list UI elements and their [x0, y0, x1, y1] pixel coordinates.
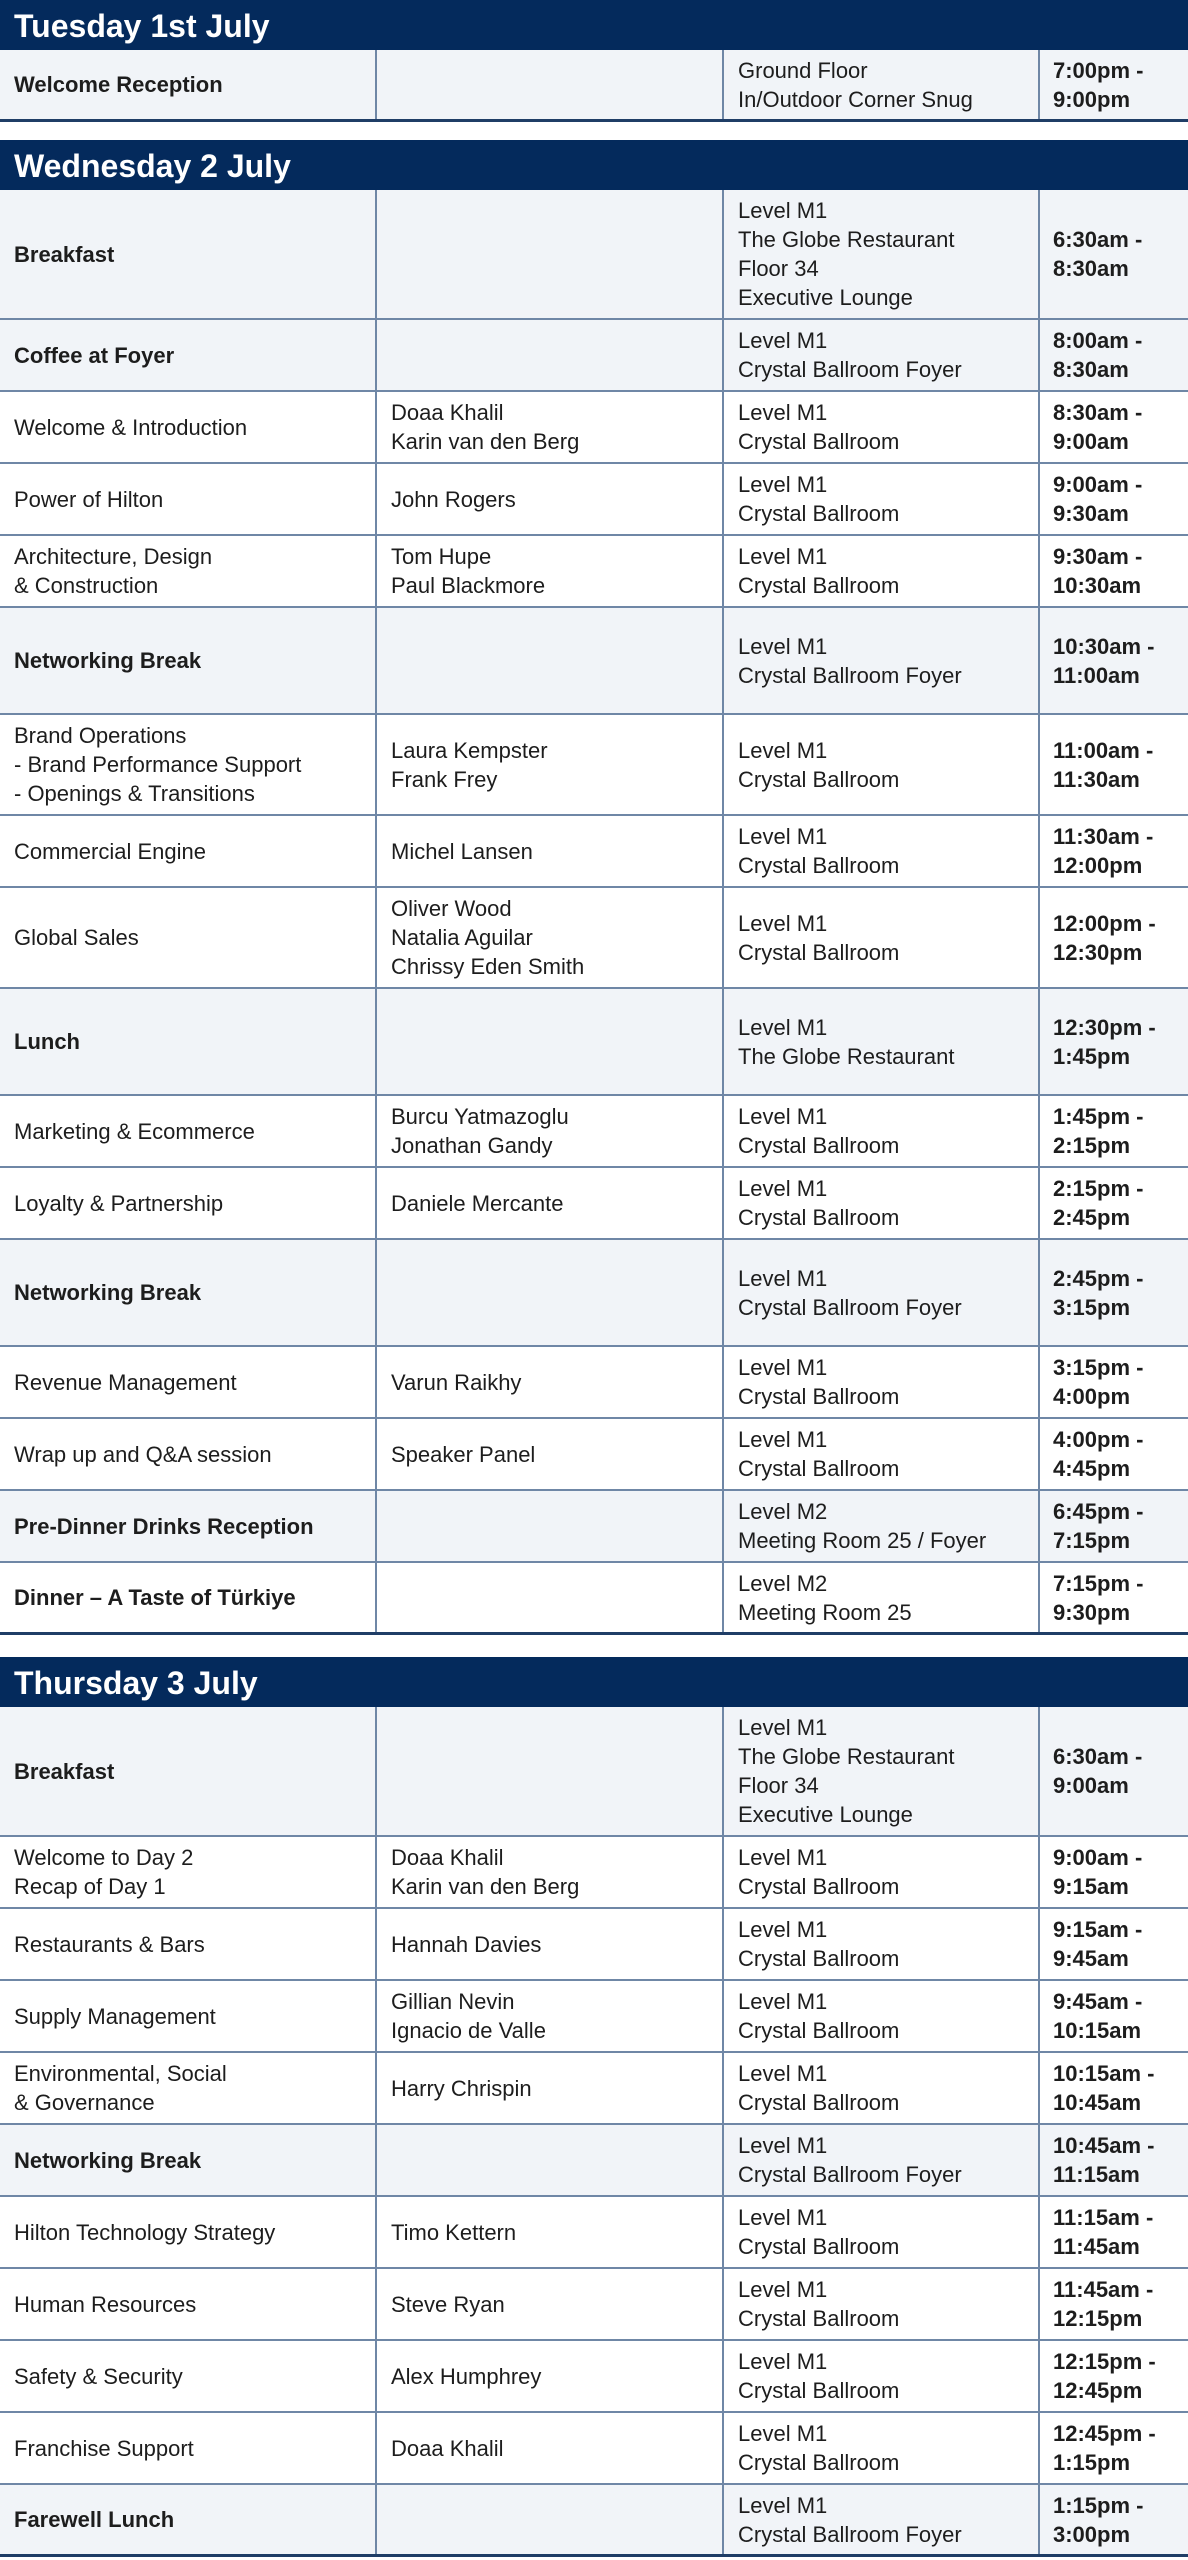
session-title: Restaurants & Bars: [0, 1909, 377, 1979]
day-header: Wednesday 2 July: [0, 140, 1188, 190]
session-time: 12:00pm - 12:30pm: [1053, 910, 1156, 965]
agenda-row: [0, 888, 1188, 989]
speakers: [377, 2485, 724, 2554]
agenda-row: [0, 50, 1188, 122]
speakers: [377, 1707, 724, 1835]
session-time: 12:15pm - 12:45pm: [1053, 2349, 1156, 2403]
day-section: [0, 140, 1188, 1635]
agenda-row: [0, 190, 1188, 320]
session-time: 10:30am - 11:00am: [1053, 633, 1155, 688]
speakers: [377, 608, 724, 713]
speakers: Gillian Nevin Ignacio de Valle: [377, 1981, 724, 2051]
day-header: Tuesday 1st July: [0, 0, 1188, 50]
location: Level M1 Crystal Ballroom: [724, 2197, 1040, 2267]
agenda-row: [0, 2197, 1188, 2269]
session-title: Franchise Support: [0, 2413, 377, 2483]
speakers: Steve Ryan: [377, 2269, 724, 2339]
session-title: Lunch: [0, 989, 377, 1094]
session-time: 10:15am - 10:45am: [1053, 2061, 1155, 2115]
speakers: [377, 50, 724, 119]
agenda-row: [0, 1707, 1188, 1837]
location: Level M1 The Globe Restaurant: [724, 989, 1040, 1094]
speakers: Doaa Khalil Karin van den Berg: [377, 392, 724, 462]
location: Level M1 The Globe Restaurant Floor 34 Executive Lounge: [724, 190, 1040, 318]
location: Level M1 Crystal Ballroom: [724, 2269, 1040, 2339]
session-time: 4:00pm - 4:45pm: [1053, 1427, 1144, 1481]
session-title: Pre-Dinner Drinks Reception: [0, 1491, 377, 1561]
location: Level M1 Crystal Ballroom: [724, 1909, 1040, 1979]
session-title: Brand Operations - Brand Performance Support - Openings & Transitions: [0, 715, 377, 814]
agenda-row: [0, 320, 1188, 392]
agenda-row: [0, 2485, 1188, 2557]
location: Level M1 Crystal Ballroom: [724, 464, 1040, 534]
agenda-row: [0, 2341, 1188, 2413]
session-time: 9:45am - 10:15am: [1053, 1989, 1143, 2043]
location: Ground Floor In/Outdoor Corner Snug: [724, 50, 1040, 119]
speakers: Timo Kettern: [377, 2197, 724, 2267]
agenda-row: [0, 1837, 1188, 1909]
session-title: Human Resources: [0, 2269, 377, 2339]
session-time: 11:00am - 11:30am: [1053, 737, 1154, 792]
agenda-row: [0, 2413, 1188, 2485]
agenda-row: [0, 1347, 1188, 1419]
day-header: Thursday 3 July: [0, 1657, 1188, 1707]
location: Level M1 Crystal Ballroom: [724, 2341, 1040, 2411]
session-time: 10:45am - 11:15am: [1053, 2133, 1155, 2187]
agenda-row: [0, 464, 1188, 536]
speakers: Burcu Yatmazoglu Jonathan Gandy: [377, 1096, 724, 1166]
session-title: Networking Break: [0, 2125, 377, 2195]
location: Level M1 Crystal Ballroom: [724, 2413, 1040, 2483]
session-title: Architecture, Design & Construction: [0, 536, 377, 606]
location: Level M1 Crystal Ballroom: [724, 1419, 1040, 1489]
location: Level M1 Crystal Ballroom: [724, 888, 1040, 987]
session-time: 7:15pm - 9:30pm: [1053, 1570, 1144, 1625]
speakers: Oliver Wood Natalia Aguilar Chrissy Eden Smith: [377, 888, 724, 987]
location: Level M1 The Globe Restaurant Floor 34 Executive Lounge: [724, 1707, 1040, 1835]
speakers: Speaker Panel: [377, 1419, 724, 1489]
session-time: 11:45am - 12:15pm: [1053, 2277, 1154, 2331]
session-title: Breakfast: [0, 1707, 377, 1835]
session-title: Hilton Technology Strategy: [0, 2197, 377, 2267]
agenda-row: [0, 536, 1188, 608]
session-time: 9:00am - 9:15am: [1053, 1845, 1143, 1899]
location: Level M1 Crystal Ballroom: [724, 536, 1040, 606]
agenda-row: [0, 1419, 1188, 1491]
day-section: [0, 1657, 1188, 2557]
session-time: 8:00am - 8:30am: [1053, 328, 1143, 382]
session-title: Farewell Lunch: [0, 2485, 377, 2554]
location: Level M1 Crystal Ballroom Foyer: [724, 320, 1040, 390]
session-title: Supply Management: [0, 1981, 377, 2051]
session-time: 2:15pm - 2:45pm: [1053, 1176, 1144, 1230]
session-time: 12:30pm - 1:45pm: [1053, 1014, 1156, 1069]
speakers: [377, 2125, 724, 2195]
session-title: Environmental, Social & Governance: [0, 2053, 377, 2123]
session-time: 6:45pm - 7:15pm: [1053, 1499, 1144, 1553]
location: Level M1 Crystal Ballroom: [724, 1168, 1040, 1238]
speakers: Tom Hupe Paul Blackmore: [377, 536, 724, 606]
agenda-row: [0, 816, 1188, 888]
speakers: [377, 1563, 724, 1632]
session-title: Networking Break: [0, 1240, 377, 1345]
location: Level M2 Meeting Room 25: [724, 1563, 1040, 1632]
agenda-row: [0, 608, 1188, 715]
session-time: 12:45pm - 1:15pm: [1053, 2421, 1156, 2475]
session-time: 1:15pm - 3:00pm: [1053, 2492, 1144, 2547]
speakers: [377, 1491, 724, 1561]
speakers: Doaa Khalil Karin van den Berg: [377, 1837, 724, 1907]
session-time: 8:30am - 9:00am: [1053, 400, 1143, 454]
agenda-row: [0, 715, 1188, 816]
location: Level M1 Crystal Ballroom: [724, 1981, 1040, 2051]
session-title: Welcome & Introduction: [0, 392, 377, 462]
session-time: 9:30am - 10:30am: [1053, 544, 1143, 598]
speakers: Hannah Davies: [377, 1909, 724, 1979]
session-time: 6:30am - 8:30am: [1053, 227, 1143, 281]
location: Level M1 Crystal Ballroom Foyer: [724, 1240, 1040, 1345]
session-title: Dinner – A Taste of Türkiye: [0, 1563, 377, 1632]
session-title: Coffee at Foyer: [0, 320, 377, 390]
session-title: Global Sales: [0, 888, 377, 987]
session-title: Safety & Security: [0, 2341, 377, 2411]
session-time: 3:15pm - 4:00pm: [1053, 1355, 1144, 1409]
agenda-row: [0, 1168, 1188, 1240]
session-title: Networking Break: [0, 608, 377, 713]
agenda-row: [0, 1240, 1188, 1347]
location: Level M1 Crystal Ballroom: [724, 1096, 1040, 1166]
speakers: Laura Kempster Frank Frey: [377, 715, 724, 814]
location: Level M1 Crystal Ballroom: [724, 1837, 1040, 1907]
agenda-row: [0, 1909, 1188, 1981]
speakers: [377, 989, 724, 1094]
session-time: 9:00am - 9:30am: [1053, 472, 1143, 526]
speakers: Alex Humphrey: [377, 2341, 724, 2411]
session-title: Wrap up and Q&A session: [0, 1419, 377, 1489]
agenda-row: [0, 392, 1188, 464]
session-title: Loyalty & Partnership: [0, 1168, 377, 1238]
session-time: 9:15am - 9:45am: [1053, 1917, 1143, 1971]
agenda-row: [0, 1563, 1188, 1635]
agenda-row: [0, 2269, 1188, 2341]
location: Level M1 Crystal Ballroom: [724, 1347, 1040, 1417]
session-title: Revenue Management: [0, 1347, 377, 1417]
location: Level M1 Crystal Ballroom: [724, 715, 1040, 814]
location: Level M2 Meeting Room 25 / Foyer: [724, 1491, 1040, 1561]
session-time: 11:15am - 11:45am: [1053, 2205, 1154, 2259]
session-title: Welcome to Day 2 Recap of Day 1: [0, 1837, 377, 1907]
location: Level M1 Crystal Ballroom: [724, 2053, 1040, 2123]
location: Level M1 Crystal Ballroom Foyer: [724, 2125, 1040, 2195]
agenda-row: [0, 1096, 1188, 1168]
session-title: Breakfast: [0, 190, 377, 318]
session-time: 11:30am - 12:00pm: [1053, 824, 1154, 878]
session-time: 1:45pm - 2:15pm: [1053, 1104, 1144, 1158]
day-section: [0, 0, 1188, 122]
session-time: 7:00pm - 9:00pm: [1053, 57, 1144, 112]
location: Level M1 Crystal Ballroom: [724, 392, 1040, 462]
speakers: Varun Raikhy: [377, 1347, 724, 1417]
speakers: Harry Chrispin: [377, 2053, 724, 2123]
agenda-row: [0, 1981, 1188, 2053]
agenda-row: [0, 1491, 1188, 1563]
agenda-row: [0, 2125, 1188, 2197]
session-time: 2:45pm - 3:15pm: [1053, 1265, 1144, 1320]
speakers: [377, 320, 724, 390]
session-title: Marketing & Ecommerce: [0, 1096, 377, 1166]
agenda-row: [0, 989, 1188, 1096]
session-title: Welcome Reception: [0, 50, 377, 119]
location: Level M1 Crystal Ballroom Foyer: [724, 608, 1040, 713]
speakers: Daniele Mercante: [377, 1168, 724, 1238]
session-title: Commercial Engine: [0, 816, 377, 886]
speakers: John Rogers: [377, 464, 724, 534]
speakers: [377, 1240, 724, 1345]
location: Level M1 Crystal Ballroom Foyer: [724, 2485, 1040, 2554]
agenda-row: [0, 2053, 1188, 2125]
speakers: Doaa Khalil: [377, 2413, 724, 2483]
speakers: Michel Lansen: [377, 816, 724, 886]
session-title: Power of Hilton: [0, 464, 377, 534]
session-time: 6:30am - 9:00am: [1053, 1744, 1143, 1798]
speakers: [377, 190, 724, 318]
location: Level M1 Crystal Ballroom: [724, 816, 1040, 886]
